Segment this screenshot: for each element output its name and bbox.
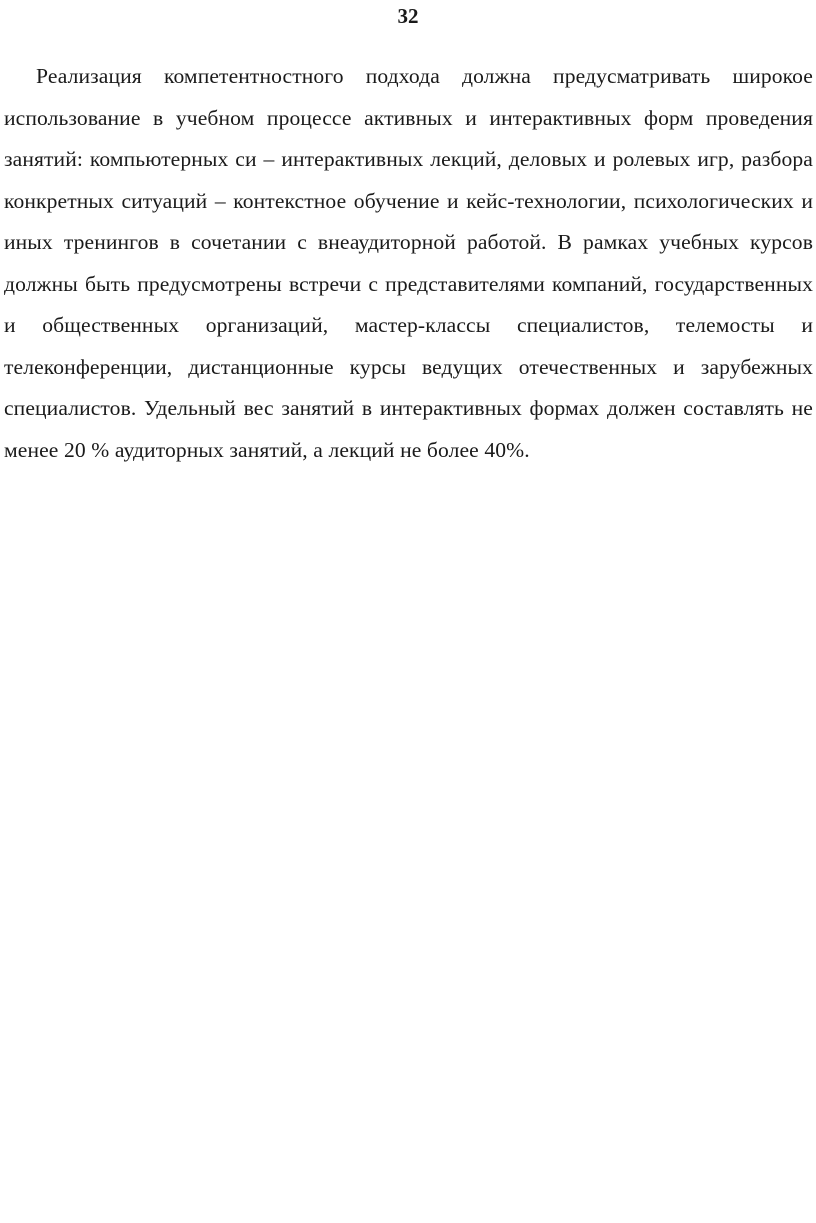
page-number: 32 bbox=[397, 4, 419, 28]
body-paragraph: Реализация компетентностного подхода должна предусматривать широкое использование в учебном процессе активных и интерактивных форм проведения занятий: компьютерных си – интерактивных лекций, деловых и ролевых игр, разбора конкретных ситуаций – контекстное обучение и кейс-технологии, психологических и иных тренингов в сочетании с внеаудиторной работой. В рамках учебных курсов должны быть предусмотрены встречи с представителями компаний, государственных и общественных организаций, мастер-классы специалистов, телемосты и телеконференции, дистанционные курсы ведущих отечественных и зарубежных специалистов. Удельный вес занятий в интерактивных формах должен составлять не менее 20 % аудиторных занятий, а лекций не более 40%. bbox=[4, 64, 813, 462]
